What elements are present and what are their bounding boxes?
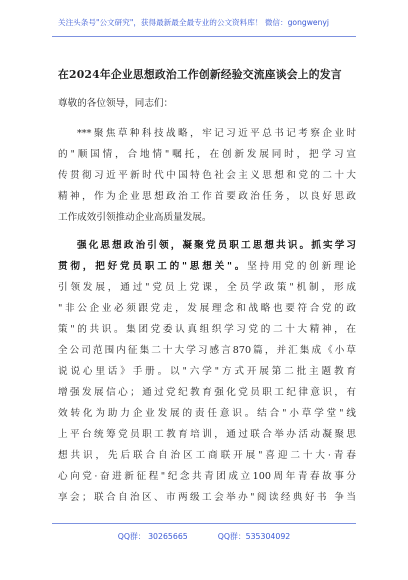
salutation: 尊敬的各位领导，同志们： [58, 98, 174, 109]
header-divider [52, 36, 356, 37]
paragraph-1-line: 传贯彻习近平新时代中国特色社会主义思想和党的二十大 [58, 170, 356, 181]
footer-divider [52, 523, 356, 524]
document-title: 在2024年企业思想政治工作创新经验交流座谈会上的发言 [58, 68, 342, 81]
paragraph-2-line: 心向党·奋进新征程"纪念共青团成立100周年青春故事分 [58, 471, 356, 482]
paragraph-2-line: 享会；联合自治区、市两级工会举办"阅读经典好书 争当 [58, 492, 356, 503]
footer [0, 531, 408, 542]
paragraph-2-line: 策"的共识。集团党委认真组织学习党的二十大精神，在 [58, 324, 356, 335]
paragraph-2-lead-heading-cont: 贯彻，把好党员职工的"思想关"。 [58, 261, 248, 272]
paragraph-2-line: 想共识，先后联合自治区工商联开展"喜迎二十大·青春 [58, 450, 356, 461]
paragraph-2-line: 上平台统筹党员职工教育培训，通过联合举办活动凝聚思 [58, 429, 356, 440]
paragraph-2-line: 全公司范围内征集二十大学习感言870篇，并汇集成《小草 [58, 345, 356, 356]
promo-banner-text: 关注头条号"公文研究"，获得最新最全最专业的公文资料库！ 微信：gongwenyj [58, 18, 330, 27]
paragraph-2-line-text: 坚持用党的创新理论 [247, 261, 357, 272]
paragraph-2-line: 效转化为助力企业发展的责任意识。结合"小草学堂"线 [58, 408, 356, 419]
paragraph-2-lead-heading: 强化思想政治引领，凝聚党员职工思想共识。抓实学习 [77, 240, 356, 251]
paragraph-1 [58, 123, 356, 228]
paragraph-2-line: 说说心里话》手册。以"六学"方式开展第二批主题教育 [58, 366, 356, 377]
paragraph-2 [58, 235, 356, 508]
footer-qq-group-2: QQ群：535304092 [217, 532, 291, 541]
paragraph-1-line: 的"顺国情，合地情"嘱托，在创新发展同时，把学习宣 [58, 149, 356, 160]
paragraph-2-line [58, 256, 356, 277]
paragraph-2-line: "非公企业必须跟党走，发展理念和战略也要符合党的政 [58, 303, 356, 314]
footer-qq-group-1: QQ群： 30265665 [117, 532, 188, 541]
paragraph-1-line: 工作成效引领推动企业高质量发展。 [58, 212, 212, 223]
paragraph-2-line: 增强发展信心；通过党纪教育强化党员职工纪律意识，有 [58, 387, 356, 398]
paragraph-1-line: 精神，作为企业思想政治工作首要政治任务，以良好思政 [58, 191, 356, 202]
paragraph-1-line: ***聚焦草种科技战略，牢记习近平总书记考察企业时 [77, 128, 356, 139]
paragraph-2-line: 引领发展，通过"党员上党课，全员学政策"机制，形成 [58, 282, 356, 293]
